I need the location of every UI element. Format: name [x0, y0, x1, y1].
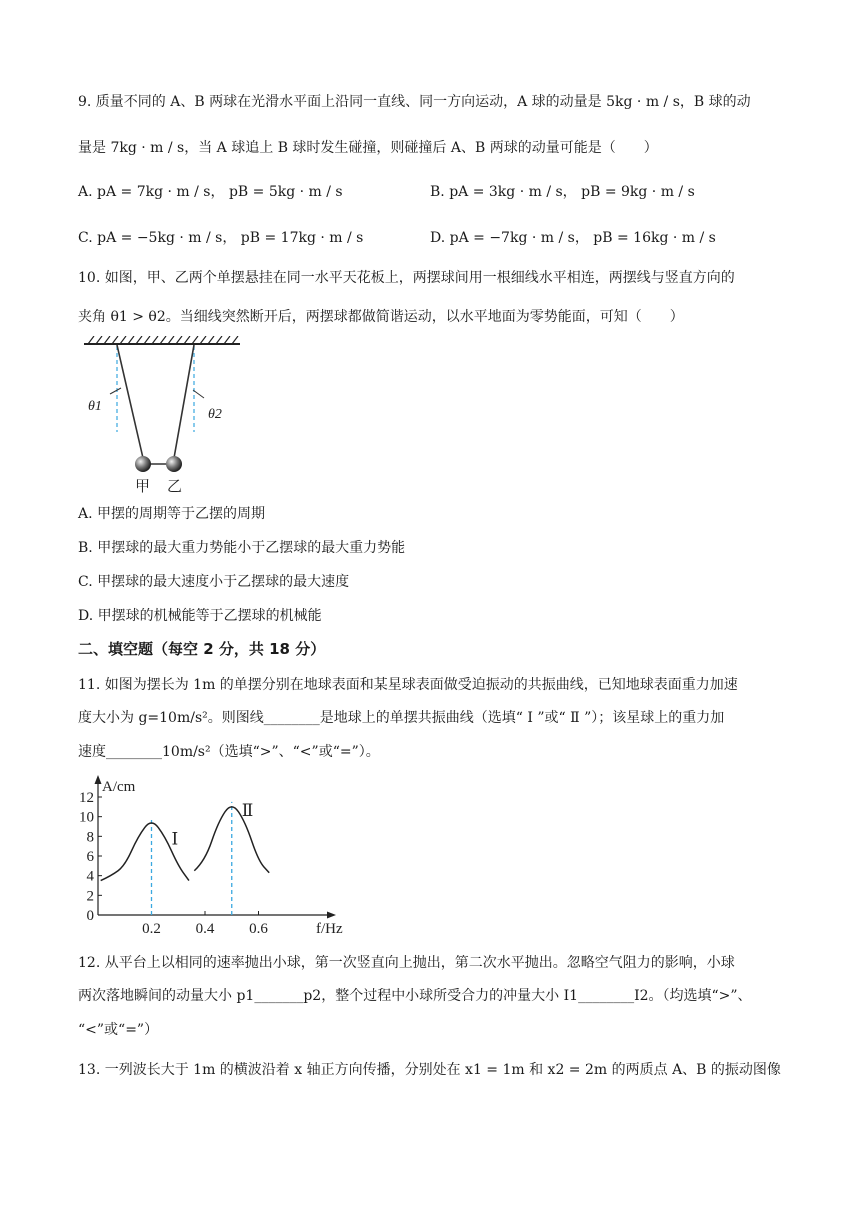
resonance-chart	[76, 768, 346, 944]
theta2-leader	[193, 390, 204, 398]
y-tick-label: 12	[79, 790, 94, 806]
q13-line-1: 13. 一列波长大于 1m 的横波沿着 x 轴正方向传播，分别处在 x1 = 1m 和 x2 = 2m 的两质点 A、B 的振动图像	[78, 1062, 781, 1078]
q11-line-3: 速度________10m/s²（选填“>”、“<”或“=”）。	[78, 744, 380, 760]
ball-b	[166, 456, 182, 472]
y-tick-label: 0	[86, 908, 94, 924]
ball-b-label: 乙	[167, 479, 183, 495]
y-axis-arrow	[95, 775, 102, 784]
q9-option-a: A. pA = 7kg · m / s， pB = 5kg · m / s	[78, 184, 343, 200]
y-tick-label: 6	[86, 849, 94, 865]
pendulum-string-b	[174, 345, 194, 458]
x-tick-label: 0.2	[142, 921, 161, 937]
y-tick-label: 4	[86, 868, 94, 885]
q10-option-a: A. 甲摆的周期等于乙摆的周期	[78, 506, 266, 522]
q10-option-c: C. 甲摆球的最大速度小于乙摆球的最大速度	[78, 574, 350, 590]
q10-option-b: B. 甲摆球的最大重力势能小于乙摆球的最大重力势能	[78, 540, 406, 556]
q9-option-b: B. pA = 3kg · m / s， pB = 9kg · m / s	[430, 184, 695, 200]
ball-a	[135, 456, 151, 472]
q9-line-1: 9. 质量不同的 A、B 两球在光滑水平面上沿同一直线、同一方向运动，A 球的动量是 5kg · m / s，B 球的动	[78, 94, 751, 110]
y-axis-label: A/cm	[102, 779, 136, 795]
x-axis-label: f/Hz	[316, 921, 343, 937]
q9-option-c: C. pA = −5kg · m / s， pB = 17kg · m / s	[78, 230, 364, 246]
q9-option-d: D. pA = −7kg · m / s， pB = 16kg · m / s	[430, 230, 716, 246]
y-tick-label: 2	[86, 888, 94, 905]
theta1-label: θ1	[88, 399, 102, 414]
theta2-label: θ2	[208, 407, 222, 422]
ball-a-label: 甲	[135, 479, 151, 495]
x-tick-label: 0.6	[249, 921, 268, 937]
series-label-1: Ⅰ	[171, 829, 179, 849]
x-tick-label: 0.4	[195, 921, 215, 937]
y-tick-label: 10	[79, 809, 94, 826]
series-label-2: Ⅱ	[241, 800, 254, 820]
pendulum-string-a	[117, 345, 143, 458]
q10-option-d: D. 甲摆球的机械能等于乙摆球的机械能	[78, 608, 322, 624]
theta1-leader	[110, 388, 121, 394]
ceiling-hatch	[88, 336, 238, 344]
pendulum-figure	[80, 336, 250, 496]
q10-line-2: 夹角 θ1 > θ2。当细线突然断开后，两摆球都做简谐运动，以水平地面为零势能面，可知（ ）	[78, 309, 684, 325]
section-heading: 二、填空题（每空 2 分，共 18 分）	[78, 640, 326, 658]
q12-line-2: 两次落地瞬间的动量大小 p1_______p2，整个过程中小球所受合力的冲量大小 I1________I2。（均选填“>”、	[78, 988, 752, 1004]
q11-line-2: 度大小为 g=10m/s²。则图线________是地球上的单摆共振曲线（选填“ Ⅰ ”或“ Ⅱ ”）；该星球上的重力加	[78, 710, 725, 726]
q11-line-1: 11. 如图为摆长为 1m 的单摆分别在地球表面和某星球表面做受迫振动的共振曲线，已知地球表面重力加速	[78, 677, 738, 693]
q12-line-3: “<”或“=”）	[78, 1022, 159, 1038]
q9-line-2: 量是 7kg · m / s，当 A 球追上 B 球时发生碰撞，则碰撞后 A、B 两球的动量可能是（ ）	[78, 140, 658, 156]
y-tick-label: 8	[86, 829, 94, 846]
q10-line-1: 10. 如图，甲、乙两个单摆悬挂在同一水平天花板上，两摆球间用一根细线水平相连，两摆线与竖直方向的	[78, 270, 735, 286]
x-axis-arrow	[327, 912, 336, 919]
q12-line-1: 12. 从平台上以相同的速率抛出小球，第一次竖直向上抛出，第二次水平抛出。忽略空气阻力的影响，小球	[78, 955, 735, 971]
